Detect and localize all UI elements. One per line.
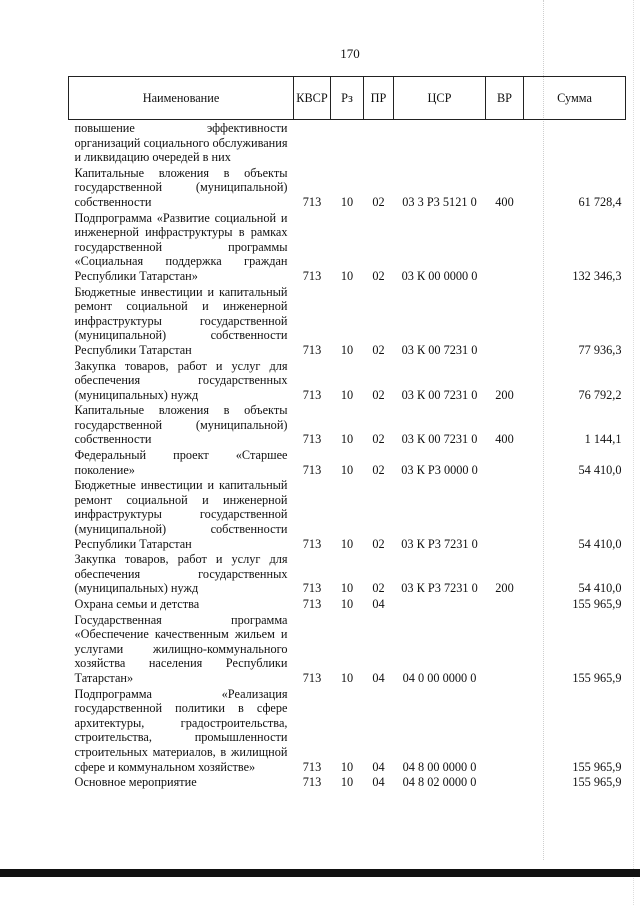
cell-sum: 155 965,9 [572, 670, 622, 685]
table-row [69, 284, 626, 358]
header-name: Наименование [69, 77, 294, 120]
cell-name: Бюджетные инвестиции и капитальный ремонт социальной и инженерной инфраструктуры государственной (муниципальной) собственности Республики Татарстан [74, 284, 288, 357]
cell-pr: 04 [372, 775, 385, 790]
header-csr: ЦСР [394, 77, 486, 120]
header-rz: Рз [331, 77, 364, 120]
cell-kvsr [294, 120, 331, 165]
table-row [69, 612, 626, 686]
cell-vr: 200 [495, 581, 514, 596]
cell-rz: 10 [340, 462, 354, 477]
table-row [69, 165, 626, 210]
cell-pr: 02 [372, 342, 385, 357]
cell-csr: 03 К 00 7231 0 [401, 342, 478, 357]
cell-name: Закупка товаров, работ и услуг для обеспечения государственных (муниципальных) нужд [74, 358, 288, 402]
cell-name: Закупка товаров, работ и услуг для обеспечения государственных (муниципальных) нужд [74, 552, 288, 596]
cell-csr [394, 596, 486, 612]
cell-name: Основное мероприятие [74, 775, 197, 790]
cell-vr [486, 596, 524, 612]
cell-kvsr: 713 [302, 670, 322, 685]
table-row [69, 210, 626, 284]
cell-sum: 77 936,3 [578, 342, 622, 357]
cell-pr: 02 [372, 268, 385, 283]
cell-kvsr: 713 [302, 759, 322, 774]
page-number: 170 [340, 46, 360, 61]
cell-pr: 04 [372, 597, 385, 611]
cell-name: Бюджетные инвестиции и капитальный ремонт социальной и инженерной инфраструктуры государственной (муниципальной) собственности Республики Татарстан [74, 478, 288, 551]
cell-pr: 02 [372, 194, 385, 209]
cell-sum: 61 728,4 [578, 194, 622, 209]
table-header-row [69, 77, 626, 120]
table-row [69, 551, 626, 596]
cell-kvsr: 713 [302, 536, 322, 551]
cell-sum [524, 120, 626, 165]
cell-csr: 03 К 00 7231 0 [401, 432, 478, 447]
cell-kvsr: 713 [302, 597, 322, 611]
cell-rz: 10 [340, 387, 354, 402]
cell-name: Подпрограмма «Развитие социальной и инженерной инфраструктуры в рамках государственной программы «Социальная поддержка граждан Республики Татарстан» [74, 210, 288, 283]
cell-pr: 04 [372, 670, 385, 685]
cell-csr: 03 К 00 7231 0 [401, 387, 478, 402]
table-row [69, 596, 626, 612]
scan-bottom-border [0, 869, 640, 877]
cell-pr: 02 [372, 387, 385, 402]
cell-kvsr: 713 [302, 387, 322, 402]
cell-kvsr: 713 [302, 194, 322, 209]
cell-sum: 54 410,0 [578, 462, 622, 477]
cell-csr: 03 К P3 7231 0 [401, 536, 478, 551]
cell-name: Капитальные вложения в объекты государственной (муниципальной) собственности [74, 403, 288, 447]
cell-sum: 155 965,9 [572, 775, 622, 790]
cell-rz: 10 [340, 342, 354, 357]
table-row [69, 447, 626, 477]
cell-rz: 10 [340, 670, 354, 685]
table-row [69, 402, 626, 447]
cell-csr: 03 К P3 0000 0 [401, 462, 478, 477]
cell-vr: 400 [495, 194, 514, 209]
scan-edge-line [633, 0, 634, 905]
cell-pr: 04 [372, 759, 385, 774]
cell-name: Федеральный проект «Старшее поколение» [74, 448, 288, 477]
cell-rz: 10 [340, 581, 354, 596]
header-vr: ВР [486, 77, 524, 120]
cell-kvsr: 713 [302, 581, 322, 596]
cell-vr [486, 477, 524, 551]
cell-vr [486, 284, 524, 358]
cell-csr: 04 0 00 0000 0 [402, 670, 477, 685]
cell-pr: 02 [372, 462, 385, 477]
cell-csr [394, 120, 486, 165]
header-sum: Сумма [524, 77, 626, 120]
cell-rz: 10 [340, 536, 354, 551]
cell-name: Капитальные вложения в объекты государственной (муниципальной) собственности [74, 165, 288, 209]
cell-rz: 10 [340, 759, 354, 774]
table-row [69, 686, 626, 775]
cell-rz: 10 [340, 597, 354, 611]
cell-vr: 200 [495, 387, 514, 402]
cell-pr [364, 120, 394, 165]
cell-kvsr: 713 [302, 342, 322, 357]
budget-table [68, 76, 626, 790]
cell-sum: 54 410,0 [578, 581, 622, 596]
cell-pr: 02 [372, 536, 385, 551]
cell-vr [486, 210, 524, 284]
cell-kvsr: 713 [302, 462, 322, 477]
cell-name: Охрана семьи и детства [74, 597, 200, 611]
cell-vr [486, 120, 524, 165]
cell-sum: 54 410,0 [578, 536, 622, 551]
cell-rz: 10 [340, 432, 354, 447]
cell-vr: 400 [495, 432, 514, 447]
cell-pr: 02 [372, 432, 385, 447]
cell-sum: 1 144,1 [584, 432, 622, 447]
cell-sum: 155 965,9 [572, 597, 622, 611]
cell-rz: 10 [340, 775, 354, 790]
table-row [69, 358, 626, 403]
cell-name: Государственная программа «Обеспечение качественным жильем и услугами жилищно-коммунального хозяйства населения Республики Татарстан» [74, 612, 288, 685]
cell-rz: 10 [340, 194, 354, 209]
cell-vr [486, 774, 524, 790]
cell-name: Подпрограмма «Реализация государственной политики в сфере архитектуры, градостроительства, строительства, промышленности строительных материалов, в жилищной сфере и коммунальном хозяйстве» [74, 686, 288, 774]
table-row [69, 120, 626, 165]
table-row [69, 477, 626, 551]
cell-rz: 10 [340, 268, 354, 283]
header-kvsr: КВСР [294, 77, 331, 120]
cell-csr: 03 К P3 7231 0 [401, 581, 478, 596]
cell-csr: 03 К 00 0000 0 [401, 268, 478, 283]
cell-vr [486, 447, 524, 477]
cell-sum: 76 792,2 [578, 387, 622, 402]
cell-csr: 04 8 00 0000 0 [402, 759, 477, 774]
cell-vr [486, 612, 524, 686]
table-row [69, 774, 626, 790]
header-pr: ПР [364, 77, 394, 120]
cell-kvsr: 713 [302, 775, 322, 790]
cell-name: повышение эффективности организаций социального обслуживания и ликвидацию очередей в них [74, 121, 288, 165]
cell-kvsr: 713 [302, 268, 322, 283]
cell-sum: 155 965,9 [572, 759, 622, 774]
cell-kvsr: 713 [302, 432, 322, 447]
cell-csr: 03 3 P3 5121 0 [402, 194, 477, 209]
cell-csr: 04 8 02 0000 0 [402, 775, 477, 790]
cell-rz [331, 120, 364, 165]
cell-pr: 02 [372, 581, 385, 596]
cell-vr [486, 686, 524, 775]
cell-sum: 132 346,3 [572, 268, 622, 283]
